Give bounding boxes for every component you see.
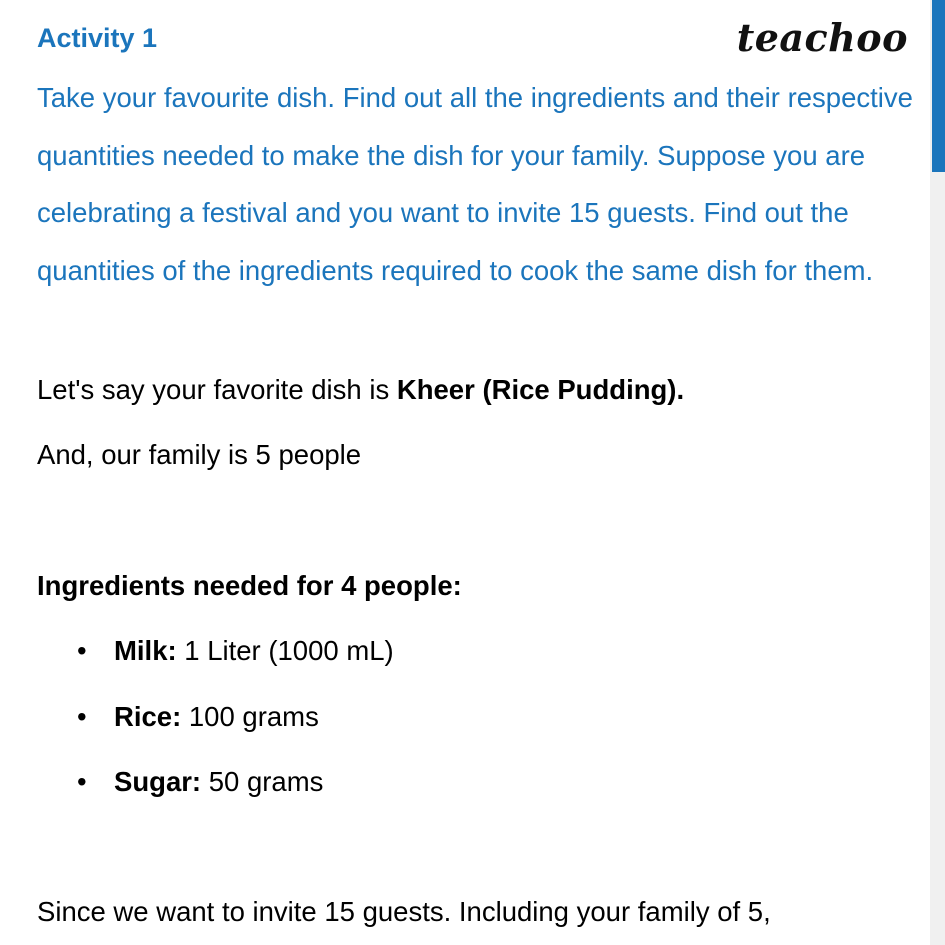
ingredient-name: Rice: [114, 701, 182, 732]
bullet-icon: • [77, 635, 87, 666]
ingredients-heading: Ingredients needed for 4 people: [37, 570, 462, 601]
ingredient-text [114, 699, 319, 735]
list-item-sugar [0, 764, 900, 800]
scrollbar-thumb[interactable] [932, 0, 945, 172]
ingredient-name: Sugar: [114, 766, 202, 797]
teachoo-logo: teachoo [736, 15, 908, 60]
family-line: And, our family is 5 people [37, 439, 362, 470]
dish-line [37, 372, 684, 408]
dish-prefix: Let's say your favorite dish is [37, 374, 397, 405]
dish-name: Kheer (Rice Pudding). [396, 374, 685, 405]
list-item-rice [0, 699, 900, 735]
bullet-icon: • [77, 701, 87, 732]
ingredient-quantity: 1 Liter (1000 mL) [176, 635, 394, 666]
ingredient-text [114, 764, 323, 800]
bullet-icon: • [77, 766, 87, 797]
activity-heading: Activity 1 [37, 23, 158, 53]
ingredient-name: Milk: [114, 635, 177, 666]
guests-line: Since we want to invite 15 guests. Including your family of 5, [37, 896, 771, 927]
ingredient-quantity: 50 grams [201, 766, 324, 797]
list-item-milk [0, 633, 900, 669]
ingredient-text [114, 633, 394, 669]
vertical-scrollbar[interactable] [930, 0, 945, 945]
ingredient-quantity: 100 grams [181, 701, 319, 732]
question-text: Take your favourite dish. Find out all the ingredients and their respective quantities needed to make the dish for your family. Suppose you are celebrating a festival and you want to invite 15 guests. Find out the quantities of the ingredients required to cook the same dish for them. [37, 82, 913, 286]
